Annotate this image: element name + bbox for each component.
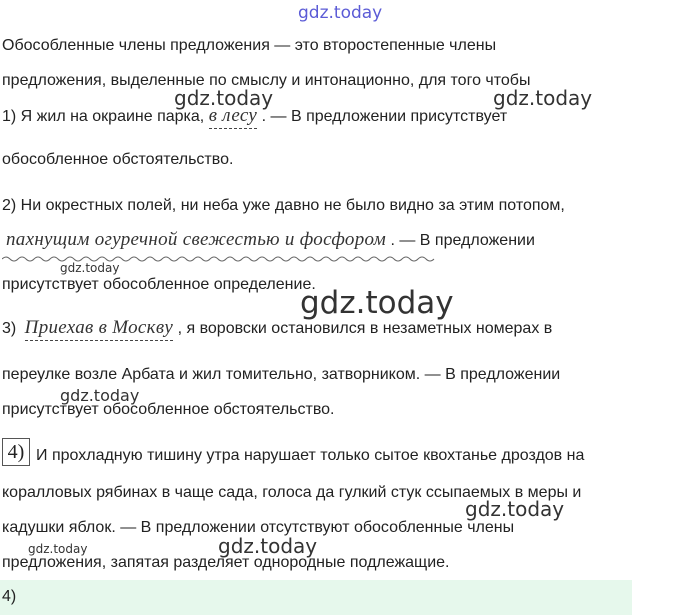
- boxed-number: 4): [2, 438, 30, 466]
- sentence-2: 2) Ни окрестных полей, ни неба уже давно не было видно за этим потопом,: [2, 197, 565, 214]
- watermark-top: gdz.today: [298, 3, 383, 23]
- sentence-1-continuation: обособленное обстоятельство.: [2, 151, 234, 168]
- wavy-underline: [2, 254, 442, 264]
- sentence-2-suffix: . — В предложении: [386, 232, 535, 249]
- sentence-4-continuation-1: коралловых рябинах в чаще сада, голоса да гулкий стук ссыпаемых в меры и: [2, 484, 582, 501]
- sentence-3-suffix: , я воровски остановился в незаметных номерах в: [173, 320, 553, 337]
- answer-bar: [0, 580, 632, 615]
- watermark: gdz.today: [174, 86, 274, 110]
- intro-line-2: предложения, выделенные по смыслу и интонационно, для того чтобы: [2, 72, 531, 89]
- watermark-large: gdz.today: [300, 285, 454, 321]
- sentence-4: И прохладную тишину утра нарушает только сытое квохтанье дроздов на: [36, 447, 585, 464]
- watermark: gdz.today: [28, 542, 88, 556]
- sentence-3-continuation-2: присутствует обособленное обстоятельство.: [2, 401, 335, 418]
- intro-line-1: Обособленные члены предложения — это второстепенные члены: [2, 37, 497, 54]
- sentence-1-prefix: 1) Я жил на окраине парка,: [2, 108, 209, 125]
- handwritten-participial-phrase: пахнущим огуречной свежестью и фосфором: [6, 229, 387, 250]
- sentence-1-suffix: . — В предложении присутствует: [257, 108, 508, 125]
- answer-text: 4): [2, 588, 17, 605]
- watermark: gdz.today: [60, 386, 140, 405]
- watermark: gdz.today: [465, 497, 565, 521]
- watermark: gdz.today: [493, 86, 593, 110]
- sentence-2-handwritten-line: [2, 230, 535, 251]
- sentence-1: [2, 106, 507, 127]
- sentence-4-continuation-2: кадушки яблок. — В предложении отсутствуют обособленные члены: [2, 519, 515, 536]
- handwritten-adverbial: в лесу: [209, 105, 257, 129]
- watermark: gdz.today: [218, 534, 318, 558]
- sentence-4-continuation-3: предложения, запятая разделяет однородные подлежащие.: [2, 554, 450, 571]
- sentence-3-prefix: 3): [2, 320, 21, 337]
- watermark: gdz.today: [60, 261, 120, 275]
- sentence-3: [2, 318, 552, 339]
- sentence-3-continuation-1: переулке возле Арбата и жил томительно, затворником. — В предложении: [2, 366, 561, 383]
- sentence-2-continuation: присутствует обособленное определение.: [2, 276, 316, 293]
- handwritten-adverbial-phrase: Приехав в Москву: [25, 317, 173, 341]
